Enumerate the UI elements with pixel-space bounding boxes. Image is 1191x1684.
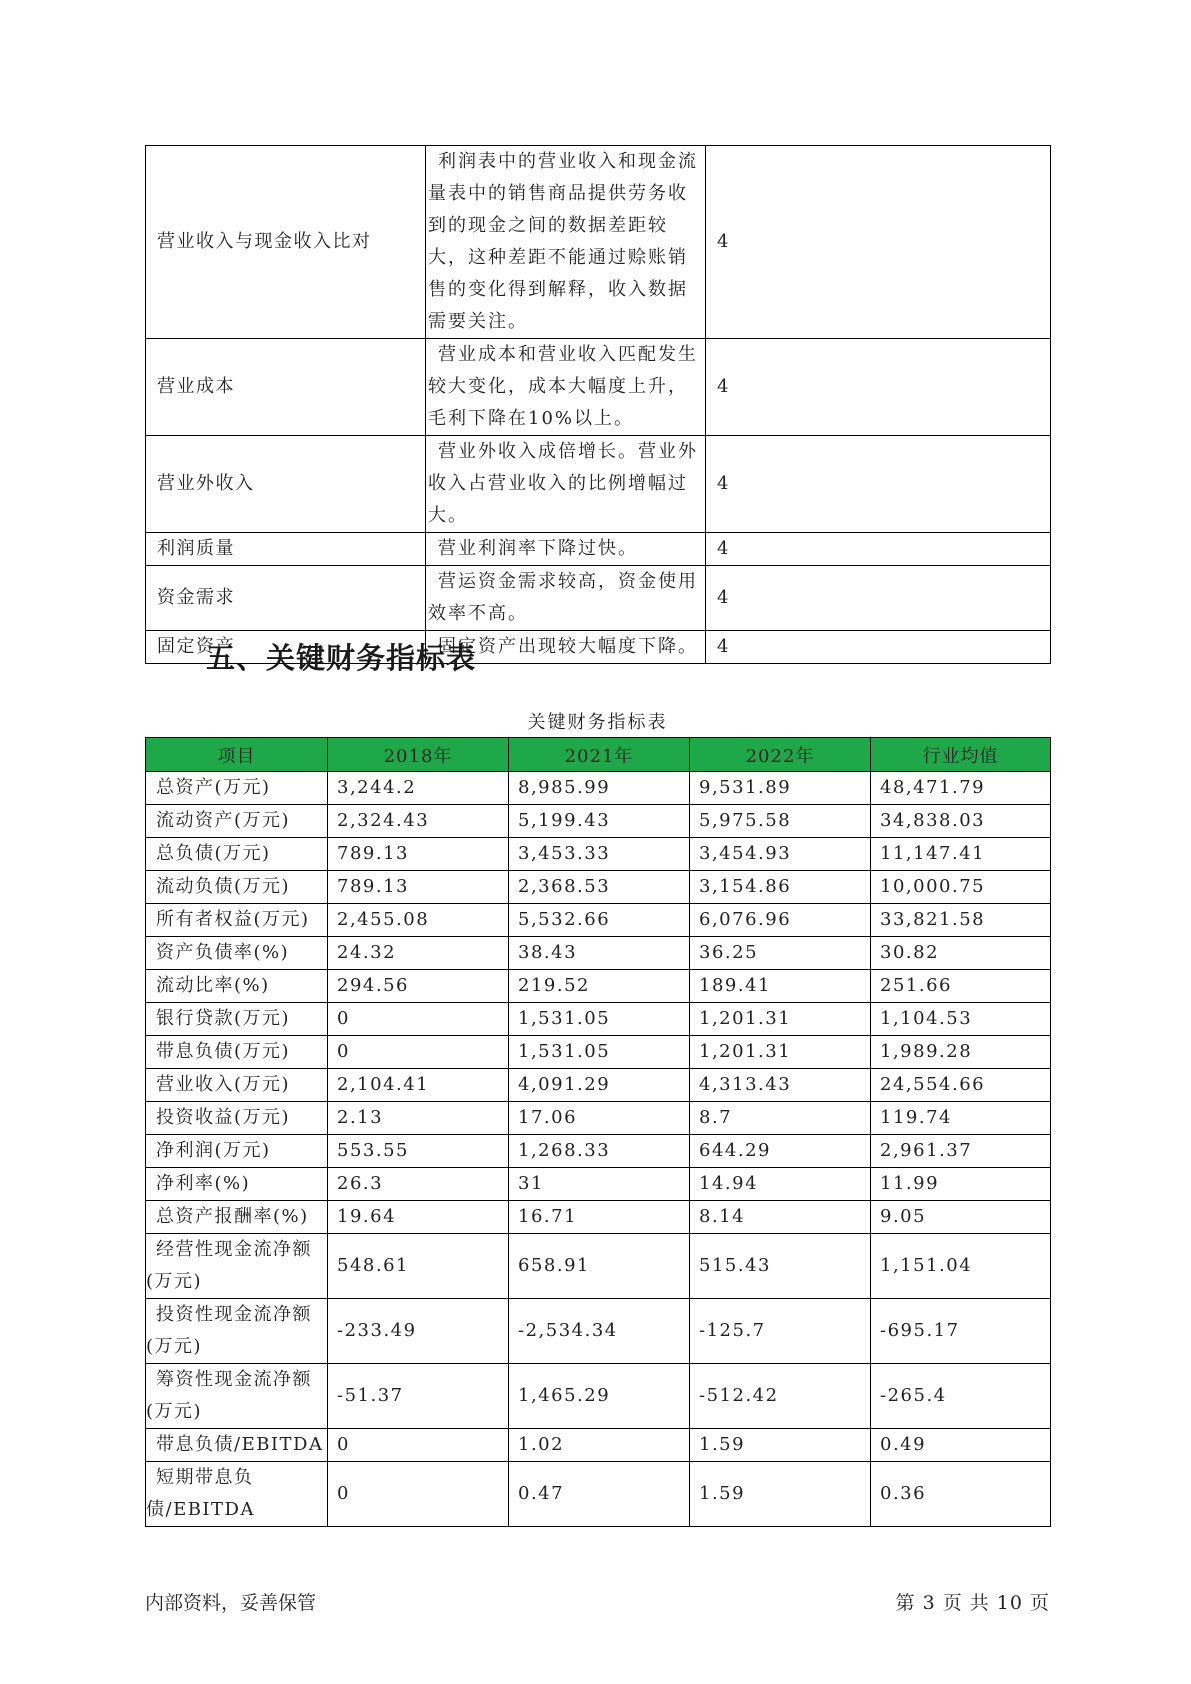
value-2022-cell: 36.25 (690, 937, 871, 970)
table-row (146, 1429, 1051, 1462)
industry-avg-cell: -695.17 (871, 1299, 1051, 1364)
risk-item: 资金需求 (146, 566, 426, 631)
table-header-row (146, 738, 1051, 772)
value-2021-cell: 0.47 (509, 1462, 690, 1527)
value-2021-cell: 219.52 (509, 970, 690, 1003)
value-2021-cell: 3,453.33 (509, 838, 690, 871)
table-row (146, 1364, 1051, 1429)
industry-avg-cell: 10,000.75 (871, 871, 1051, 904)
value-2018-cell: 26.3 (328, 1168, 509, 1201)
row-name-cell: 总负债(万元) (146, 838, 328, 871)
table-caption: 关键财务指标表 (527, 712, 668, 733)
table-row (146, 1069, 1051, 1102)
row-name-cell: 投资性现金流净额(万元) (146, 1299, 328, 1364)
value-2018-cell: 3,244.2 (328, 772, 509, 805)
row-name-cell: 带息负债/EBITDA (146, 1429, 328, 1462)
value-2022-cell: 515.43 (690, 1234, 871, 1299)
risk-item: 利润质量 (146, 533, 426, 566)
value-2021-cell: 17.06 (509, 1102, 690, 1135)
column-header-2021: 2021年 (509, 738, 690, 772)
row-name-cell: 投资收益(万元) (146, 1102, 328, 1135)
value-2021-cell: 2,368.53 (509, 871, 690, 904)
row-name-cell: 净利率(%) (146, 1168, 328, 1201)
industry-avg-cell: 33,821.58 (871, 904, 1051, 937)
footer-page-number: 第 3 页 共 10 页 (895, 1592, 1050, 1614)
value-2021-cell: 1.02 (509, 1429, 690, 1462)
risk-desc: 营运资金需求较高，资金使用效率不高。 (426, 566, 706, 631)
value-2021-cell: -2,534.34 (509, 1299, 690, 1364)
table-row (146, 937, 1051, 970)
value-2021-cell: 1,531.05 (509, 1003, 690, 1036)
value-2022-cell: 3,454.93 (690, 838, 871, 871)
value-2022-cell: 3,154.86 (690, 871, 871, 904)
value-2018-cell: 789.13 (328, 838, 509, 871)
value-2021-cell: 38.43 (509, 937, 690, 970)
row-name-cell: 筹资性现金流净额(万元) (146, 1364, 328, 1429)
table-row (146, 1462, 1051, 1527)
value-2022-cell: 1,201.31 (690, 1036, 871, 1069)
value-2022-cell: -125.7 (690, 1299, 871, 1364)
row-name-cell: 短期带息负债/EBITDA (146, 1462, 328, 1527)
risk-score: 4 (706, 339, 1051, 436)
industry-avg-cell: -265.4 (871, 1364, 1051, 1429)
table-body (146, 772, 1051, 1527)
value-2018-cell: 2,455.08 (328, 904, 509, 937)
value-2022-cell: 1.59 (690, 1462, 871, 1527)
table-row (146, 533, 1051, 566)
row-name-cell: 总资产(万元) (146, 772, 328, 805)
table-row (146, 1234, 1051, 1299)
risk-item: 营业外收入 (146, 436, 426, 533)
table-row (146, 904, 1051, 937)
table-row (146, 970, 1051, 1003)
risk-score: 4 (706, 566, 1051, 631)
row-name-cell: 流动负债(万元) (146, 871, 328, 904)
value-2018-cell: 548.61 (328, 1234, 509, 1299)
column-header-item: 项目 (146, 738, 328, 772)
table-row (146, 805, 1051, 838)
industry-avg-cell: 24,554.66 (871, 1069, 1051, 1102)
value-2022-cell: 189.41 (690, 970, 871, 1003)
risk-indicator-table (145, 145, 1051, 664)
value-2021-cell: 5,199.43 (509, 805, 690, 838)
risk-item: 营业收入与现金收入比对 (146, 146, 426, 339)
value-2021-cell: 4,091.29 (509, 1069, 690, 1102)
risk-score: 4 (706, 533, 1051, 566)
value-2022-cell: -512.42 (690, 1364, 871, 1429)
table-row (146, 436, 1051, 533)
row-name-cell: 经营性现金流净额(万元) (146, 1234, 328, 1299)
value-2021-cell: 8,985.99 (509, 772, 690, 805)
value-2018-cell: 0 (328, 1429, 509, 1462)
value-2018-cell: 0 (328, 1036, 509, 1069)
value-2022-cell: 1,201.31 (690, 1003, 871, 1036)
industry-avg-cell: 1,151.04 (871, 1234, 1051, 1299)
column-header-2018: 2018年 (328, 738, 509, 772)
industry-avg-cell: 48,471.79 (871, 772, 1051, 805)
value-2018-cell: 19.64 (328, 1201, 509, 1234)
value-2018-cell: 2,104.41 (328, 1069, 509, 1102)
industry-avg-cell: 11.99 (871, 1168, 1051, 1201)
table-row (146, 146, 1051, 339)
row-name-cell: 流动比率(%) (146, 970, 328, 1003)
section-heading: 五、关键财务指标表 (206, 641, 477, 675)
industry-avg-cell: 34,838.03 (871, 805, 1051, 838)
industry-avg-cell: 0.36 (871, 1462, 1051, 1527)
risk-item: 营业成本 (146, 339, 426, 436)
row-name-cell: 总资产报酬率(%) (146, 1201, 328, 1234)
industry-avg-cell: 0.49 (871, 1429, 1051, 1462)
table-row (146, 1102, 1051, 1135)
industry-avg-cell: 2,961.37 (871, 1135, 1051, 1168)
industry-avg-cell: 1,104.53 (871, 1003, 1051, 1036)
industry-avg-cell: 11,147.41 (871, 838, 1051, 871)
risk-score: 4 (706, 436, 1051, 533)
value-2021-cell: 5,532.66 (509, 904, 690, 937)
table-row (146, 339, 1051, 436)
value-2022-cell: 1.59 (690, 1429, 871, 1462)
key-financial-indicators-table (145, 737, 1051, 1527)
value-2022-cell: 9,531.89 (690, 772, 871, 805)
value-2021-cell: 1,465.29 (509, 1364, 690, 1429)
value-2021-cell: 1,531.05 (509, 1036, 690, 1069)
table-row (146, 1299, 1051, 1364)
industry-avg-cell: 119.74 (871, 1102, 1051, 1135)
risk-item: 固定资产 (146, 631, 426, 664)
value-2022-cell: 4,313.43 (690, 1069, 871, 1102)
industry-avg-cell: 30.82 (871, 937, 1051, 970)
value-2018-cell: 294.56 (328, 970, 509, 1003)
industry-avg-cell: 1,989.28 (871, 1036, 1051, 1069)
table-row (146, 772, 1051, 805)
value-2021-cell: 31 (509, 1168, 690, 1201)
risk-desc: 固定资产出现较大幅度下降。 (426, 631, 706, 664)
row-name-cell: 净利润(万元) (146, 1135, 328, 1168)
value-2021-cell: 658.91 (509, 1234, 690, 1299)
risk-desc: 营业外收入成倍增长。营业外收入占营业收入的比例增幅过大。 (426, 436, 706, 533)
row-name-cell: 银行贷款(万元) (146, 1003, 328, 1036)
value-2018-cell: 2.13 (328, 1102, 509, 1135)
table-row (146, 1036, 1051, 1069)
footer-confidential-note: 内部资料，妥善保管 (145, 1592, 317, 1614)
column-header-industry-avg: 行业均值 (871, 738, 1051, 772)
risk-desc: 营业成本和营业收入匹配发生较大变化，成本大幅度上升，毛利下降在10%以上。 (426, 339, 706, 436)
row-name-cell: 营业收入(万元) (146, 1069, 328, 1102)
value-2022-cell: 5,975.58 (690, 805, 871, 838)
value-2018-cell: 24.32 (328, 937, 509, 970)
value-2022-cell: 14.94 (690, 1168, 871, 1201)
table-row (146, 838, 1051, 871)
table-row (146, 566, 1051, 631)
table-row (146, 871, 1051, 904)
value-2018-cell: 0 (328, 1462, 509, 1527)
row-name-cell: 资产负债率(%) (146, 937, 328, 970)
value-2022-cell: 8.7 (690, 1102, 871, 1135)
value-2021-cell: 1,268.33 (509, 1135, 690, 1168)
value-2018-cell: 553.55 (328, 1135, 509, 1168)
risk-desc: 营业利润率下降过快。 (426, 533, 706, 566)
value-2021-cell: 16.71 (509, 1201, 690, 1234)
table-row (146, 1003, 1051, 1036)
risk-score: 4 (706, 146, 1051, 339)
risk-score: 4 (706, 631, 1051, 664)
industry-avg-cell: 9.05 (871, 1201, 1051, 1234)
value-2018-cell: 0 (328, 1003, 509, 1036)
value-2022-cell: 644.29 (690, 1135, 871, 1168)
table-row (146, 1168, 1051, 1201)
value-2018-cell: 2,324.43 (328, 805, 509, 838)
row-name-cell: 带息负债(万元) (146, 1036, 328, 1069)
row-name-cell: 流动资产(万元) (146, 805, 328, 838)
value-2018-cell: -233.49 (328, 1299, 509, 1364)
risk-desc: 利润表中的营业收入和现金流量表中的销售商品提供劳务收到的现金之间的数据差距较大，这种差距不能通过赊账销售的变化得到解释，收入数据需要关注。 (426, 146, 706, 339)
row-name-cell: 所有者权益(万元) (146, 904, 328, 937)
table-row (146, 1201, 1051, 1234)
value-2018-cell: 789.13 (328, 871, 509, 904)
table-row (146, 1135, 1051, 1168)
value-2022-cell: 8.14 (690, 1201, 871, 1234)
value-2018-cell: -51.37 (328, 1364, 509, 1429)
column-header-2022: 2022年 (690, 738, 871, 772)
industry-avg-cell: 251.66 (871, 970, 1051, 1003)
value-2022-cell: 6,076.96 (690, 904, 871, 937)
